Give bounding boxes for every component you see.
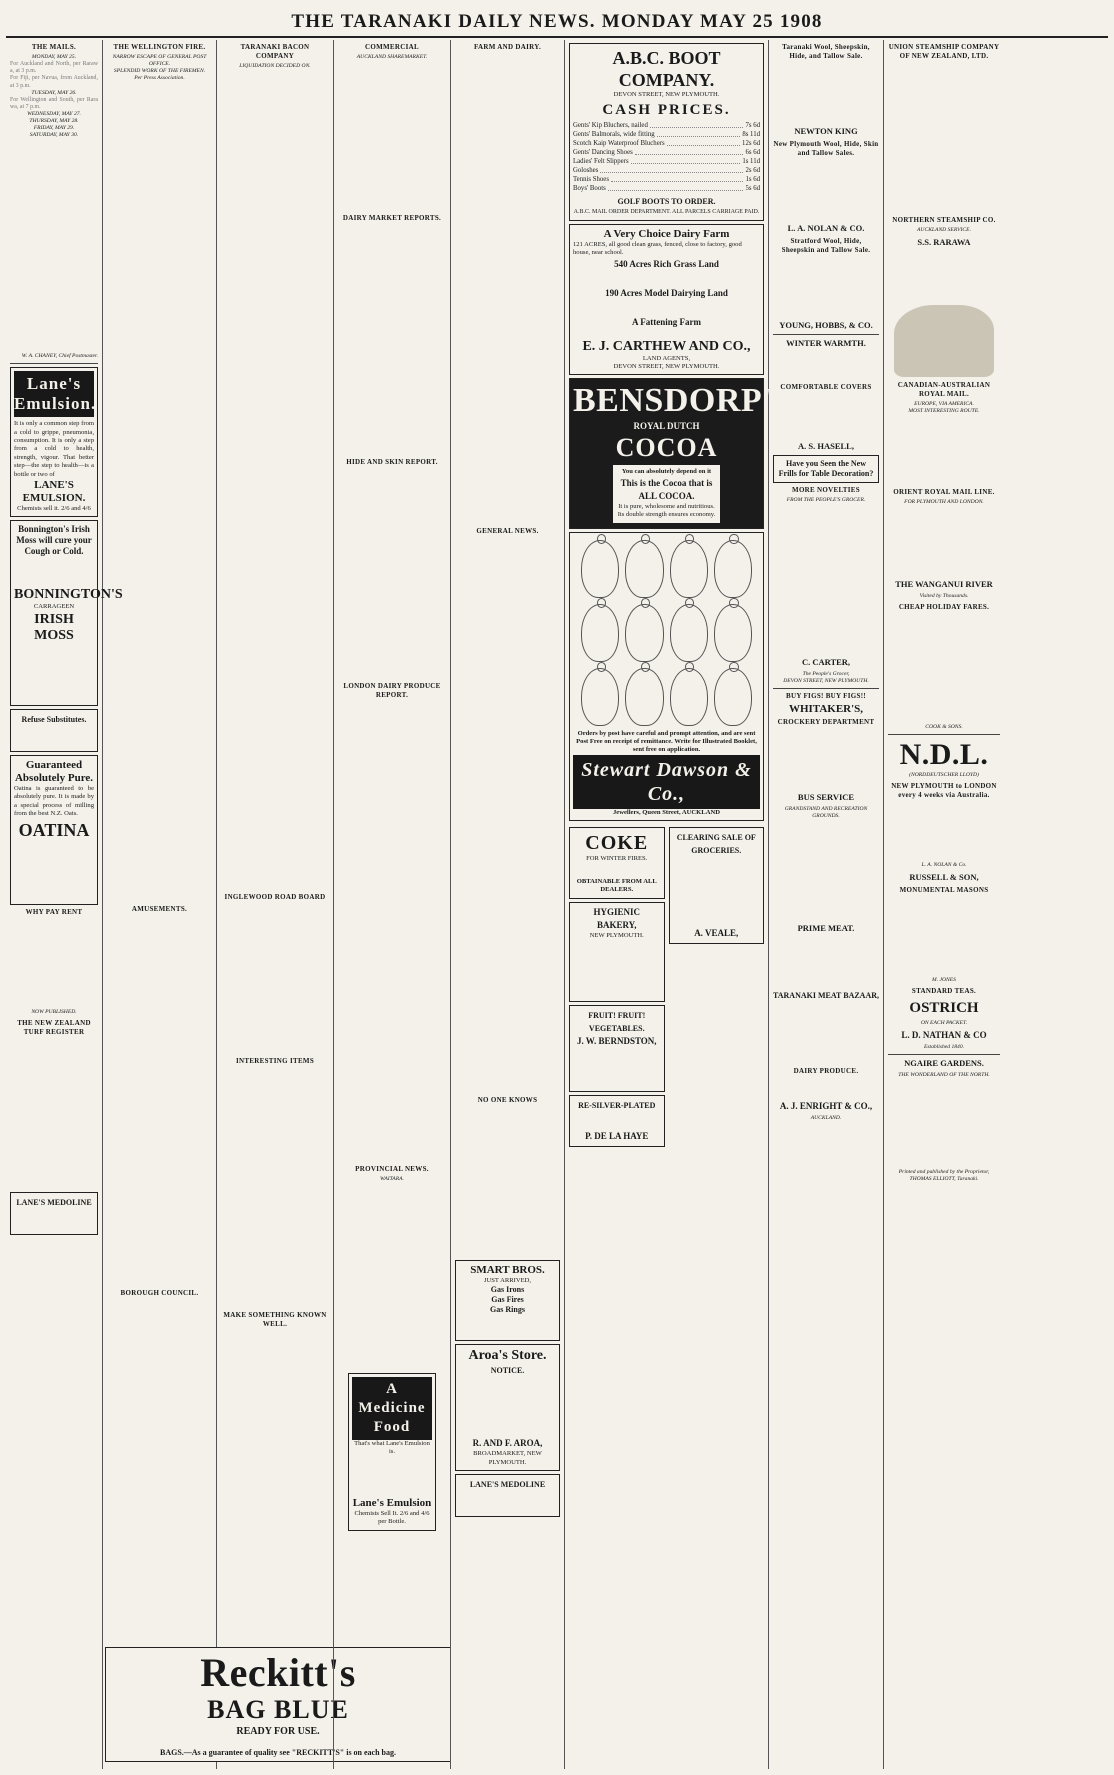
reckitts-bag-blue: BAG BLUE — [207, 1695, 349, 1724]
bonnington-irish-moss: IRISH MOSS — [34, 611, 74, 643]
provincial-news-heading: PROVINCIAL NEWS. — [355, 1165, 429, 1173]
waitara-sub: WAITARA. — [380, 1176, 404, 1182]
prime-meat-heading: PRIME MEAT. — [797, 923, 855, 933]
lanes-emulsion-copy: It is only a common step from a cold to grippe, pneumonia, consumption. It is only a step from a cold to health, strength, vigour. That better step—the step to health—is a bottle or two of — [14, 420, 94, 478]
wellington-fire-sub1: NARROW ESCAPE OF GENERAL POST OFFICE. — [112, 54, 207, 67]
carthew-address: DEVON STREET, NEW PLYMOUTH. — [613, 363, 720, 371]
stewart-dawson-copy: Orders by post have careful and prompt attention, and are sent Post Free on receipt of remittance. Write for Illustrated Booklet, sent free on application. — [576, 729, 757, 754]
stewart-dawson-name: Stewart Dawson & Co., — [573, 755, 760, 809]
cook-sons: COOK & SONS. — [925, 724, 963, 730]
bus-service-heading: BUS SERVICE — [797, 792, 855, 802]
bacon-company-sub: LIQUIDATION DECIDED ON. — [239, 63, 311, 69]
horse-illustration — [894, 305, 994, 377]
locket-image — [581, 540, 619, 598]
veale-name: A. VEALE, — [694, 928, 739, 939]
resilver-title: RE-SILVER-PLATED — [578, 1100, 656, 1110]
locket-image — [581, 668, 619, 726]
medicine-food-sub: That's what Lane's Emulsion is. — [354, 1440, 430, 1456]
orient-royal-mail-heading: ORIENT ROYAL MAIL LINE. — [893, 488, 995, 496]
nolan-agent: L. A. NOLAN & Co. — [921, 862, 967, 868]
nolan-name: L. A. NOLAN & CO. — [787, 223, 865, 233]
dairy-produce-heading: DAIRY PRODUCE. — [793, 1067, 859, 1075]
hasell-name: A. S. HASELL, — [798, 441, 854, 451]
enright-name: A. J. ENRIGHT & CO., — [779, 1101, 873, 1111]
coke-sub: FOR WINTER FIRES. — [586, 855, 648, 863]
boot-price-row: Gents' Kip Bluchers, nailed 7s 6d — [573, 122, 760, 130]
gas-item: Gas Rings — [490, 1305, 525, 1315]
locket-image — [625, 668, 663, 726]
farm-dairy-body — [455, 54, 560, 524]
locket-image — [625, 604, 663, 662]
aroa-store-title: Aroa's Store. — [468, 1348, 547, 1364]
medicine-food-ad — [348, 1373, 436, 1531]
carthew-land-ad — [569, 224, 764, 376]
make-known-heading: MAKE SOMETHING KNOWN WELL. — [223, 1311, 327, 1328]
stratford-heading: Stratford Wool, Hide, Sheepskin and Tallow Sale. — [781, 237, 871, 254]
hygienic-address: NEW PLYMOUTH. — [589, 931, 644, 939]
turf-register-heading: THE NEW ZEALAND TURF REGISTER — [17, 1018, 91, 1036]
frills-title: Have you Seen the New Frills for Table Decoration? — [778, 459, 874, 478]
wanganui-sub: Visited by Thousands. — [919, 593, 969, 599]
london-dairy-body — [338, 702, 446, 1162]
lanes-emulsion-name: LANE'S EMULSION. — [22, 479, 86, 505]
ndl-title: N.D.L. — [899, 738, 989, 771]
mails-body-text — [10, 139, 98, 353]
masthead-title: THE TARANAKI DAILY NEWS. MONDAY MAY 25 1908 — [291, 11, 823, 32]
mails-line: THURSDAY, MAY 28. — [29, 118, 79, 125]
boot-price-row: Boys' Boots 5s 6d — [573, 185, 760, 193]
ngaire-gardens-heading: NGAIRE GARDENS. — [904, 1058, 984, 1068]
oatina-copy: Oatina is guaranteed to be absolutely pure. It is made by a special process of milling from the best N.Z. Oats. — [14, 784, 94, 818]
northern-steamship-heading: NORTHERN STEAMSHIP CO. — [892, 216, 996, 224]
lanes-emulsion-price: Chemists sell it. 2/6 and 4/6 — [17, 505, 91, 513]
locket-image — [670, 540, 708, 598]
smart-bros-name: SMART BROS. — [470, 1264, 545, 1276]
refuse-title: Refuse Substitutes. — [21, 714, 87, 724]
borough-council-body — [107, 1300, 212, 1500]
column-6 — [565, 40, 792, 1769]
ndl-london: NEW PLYMOUTH to LONDON every 4 weeks via Australia. — [891, 782, 997, 799]
column-5 — [451, 40, 565, 1769]
np-wool-heading: New Plymouth Wool, Hide, Skin and Tallow Sales. — [773, 140, 879, 157]
farm-title-1: A Very Choice Dairy Farm — [603, 227, 730, 240]
gas-item: Gas Fires — [491, 1295, 524, 1305]
covers-heading: COMFORTABLE COVERS — [780, 383, 872, 391]
reckitts-ready: READY FOR USE. — [236, 1726, 320, 1737]
abc-mail-order: A.B.C. MAIL ORDER DEPARTMENT. ALL PARCELS CARRIAGE PAID. — [573, 209, 760, 216]
hide-skin-body — [338, 469, 446, 679]
medoline-ad-col5 — [455, 1474, 560, 1517]
nathan-established: Established 1840. — [923, 1044, 965, 1050]
whitakers-name: WHITAKER'S, — [788, 703, 864, 715]
medicine-food-price: Chemists Sell It. 2/6 and 4/6 per Bottle. — [354, 1509, 430, 1526]
carthew-name: E. J. CARTHEW AND CO., — [582, 338, 751, 354]
column-4 — [334, 40, 451, 1769]
farm-title-3: 190 Acres Model Dairying Land — [605, 287, 728, 298]
abc-cash-prices: CASH PRICES. — [602, 102, 731, 119]
novelties-heading: MORE NOVELTIES — [792, 486, 860, 494]
bensdorps-royal: ROYAL DUTCH — [633, 421, 700, 432]
carter-sub: The People's Grocer, — [802, 671, 850, 677]
lanes-emulsion-ad — [10, 367, 98, 517]
winter-warmth-heading: WINTER WARMTH. — [786, 338, 866, 348]
delahaye-name: P. DE LA HAYE — [585, 1130, 649, 1141]
medicine-food-title: A Medicine Food — [352, 1377, 432, 1440]
column-container — [6, 40, 1108, 1769]
refuse-substitutes — [10, 709, 98, 752]
carthew-sub: LAND AGENTS, — [642, 354, 691, 362]
russell-son-name: RUSSELL & SON, — [909, 872, 979, 882]
ostrich-title: OSTRICH — [909, 1000, 979, 1016]
medoline-title: LANE'S MEDOLINE — [16, 1197, 92, 1207]
hygienic-bakery-ad — [569, 902, 665, 1002]
farm-copy-1: 121 ACRES, all good clean grass, fenced, close to factory, good house, near school. — [573, 240, 742, 257]
general-news-body — [455, 538, 560, 1093]
column-1 — [6, 40, 123, 1769]
gas-item: Gas Irons — [490, 1285, 525, 1295]
amusements-body — [107, 916, 212, 1286]
wellington-fire-heading: THE WELLINGTON FIRE. — [113, 43, 206, 51]
interesting-items-body — [221, 1068, 329, 1308]
mails-line: SATURDAY, MAY 30. — [29, 132, 79, 139]
ngaire-gardens-sub: THE WONDERLAND OF THE NORTH. — [898, 1072, 990, 1078]
column-8 — [884, 40, 1004, 1769]
make-known-body — [221, 1331, 329, 1381]
hygienic-name: HYGIENIC BAKERY, — [593, 906, 640, 930]
rarawa-name: S.S. RARAWA — [917, 237, 971, 247]
borough-council-heading: BOROUGH COUNCIL. — [120, 1289, 199, 1297]
peoples-grocer-sub: FROM THE PEOPLE'S GROCER. — [786, 497, 866, 503]
crockery-heading: CROCKERY DEPARTMENT — [777, 718, 875, 726]
boot-price-row: Scotch Kaip Waterproof Bluchers 12s 6d — [573, 140, 760, 148]
resilver-ad — [569, 1095, 665, 1147]
cheap-fares-heading: CHEAP HOLIDAY FARES. — [898, 603, 990, 611]
locket-image — [581, 604, 619, 662]
mails-line: For Wellington and South, per Rarawa, at 7 p.m. — [10, 96, 98, 111]
medoline-ad-col1 — [10, 1192, 98, 1235]
wellington-fire-sub2: SPLENDID WORK OF THE FIREMEN. — [113, 68, 206, 74]
locket-image — [625, 540, 663, 598]
provincial-news-body — [338, 1183, 446, 1373]
masthead — [6, 8, 1108, 38]
fruit-title: FRUIT! FRUIT! VEGETABLES. — [588, 1010, 646, 1033]
monumental-heading: MONUMENTAL MASONS — [899, 886, 989, 894]
figs-heading: BUY FIGS! BUY FIGS!! — [786, 692, 866, 700]
bonnington-ad — [10, 520, 123, 705]
bacon-company-body — [221, 70, 329, 890]
dairy-reports-body — [338, 225, 446, 455]
farm-dairy-heading: FARM AND DAIRY. — [473, 43, 542, 51]
bus-service-sub: GRANDSTAND AND RECREATION GROUNDS. — [784, 806, 868, 819]
cocoa-copy-1: You can absolutely depend on it — [621, 468, 712, 476]
ndl-sub: (NORDDEUTSCHER LLOYD) — [909, 772, 979, 778]
boot-price-row: Ladies' Felt Slippers 1s 11d — [573, 158, 760, 166]
mails-line: MONDAY, MAY 25. — [31, 54, 77, 60]
column-7 — [769, 40, 884, 1769]
interesting-route: MOST INTERESTING ROUTE. — [908, 408, 980, 414]
meat-bazaar-name: TARANAKI MEAT BAZAAR, — [773, 991, 880, 1000]
mails-line: TUESDAY, MAY 26. — [31, 89, 77, 96]
bottom-ads-row — [569, 824, 764, 1150]
medicine-food-name: Lane's Emulsion — [352, 1496, 432, 1509]
wellington-fire-byline: Per Press Association. — [134, 75, 185, 81]
coke-availability: OBTAINABLE FROM ALL DEALERS. — [576, 877, 657, 894]
nathan-name: L. D. NATHAN & CO — [901, 1030, 987, 1040]
bensdorps-cocoa-ad — [569, 378, 792, 528]
cocoa-copy-2: This is the Cocoa that is ALL COCOA. — [620, 477, 713, 501]
locket-image — [670, 604, 708, 662]
oatina-guarantee: Guaranteed Absolutely Pure. — [14, 758, 94, 784]
aroa-notice: NOTICE. — [490, 1366, 525, 1376]
mails-line: For Auckland and North, per Rarawa, at 3 p.m. — [10, 61, 98, 75]
bensdorps-cocoa: COCOA — [615, 433, 718, 463]
locket-image — [670, 668, 708, 726]
rent-heading: WHY PAY RENT — [25, 907, 83, 916]
sharemarket-body — [338, 61, 446, 211]
bensdorps-name: BENSDORP'S — [573, 382, 792, 420]
commercial-heading: COMMERCIAL — [365, 43, 419, 51]
general-news-heading: GENERAL NEWS. — [476, 527, 539, 535]
printer-imprint: Printed and published by the Proprietor, THOMAS ELLIOTT, Taranaki. — [898, 1169, 990, 1182]
dairy-reports-heading: DAIRY MARKET REPORTS. — [342, 214, 442, 222]
farm-title-4: A Fattening Farm — [632, 316, 701, 327]
smart-bros-ad — [455, 1260, 560, 1341]
mails-heading: THE MAILS. — [31, 43, 77, 51]
amusements-heading: AMUSEMENTS. — [131, 905, 188, 913]
stewart-dawson-ad — [569, 532, 764, 822]
now-published: NOW PUBLISHED. — [31, 1008, 77, 1015]
abc-boot-address: DEVON STREET, NEW PLYMOUTH. — [613, 91, 720, 98]
no-one-knows-body — [455, 1107, 560, 1257]
hide-skin-heading: HIDE AND SKIN REPORT. — [346, 458, 438, 466]
boot-price-row: Tennis Shoes 1s 6d — [573, 176, 760, 184]
wool-sale-heading: Taranaki Wool, Sheepskin, Hide, and Tallow Sale. — [782, 43, 870, 60]
sharemarket-sub: AUCKLAND SHAREMARKET. — [356, 54, 428, 60]
enright-auckland: AUCKLAND. — [810, 1115, 842, 1121]
berndston-ad — [569, 1005, 665, 1092]
abc-boot-name: A.B.C. BOOT COMPANY. — [612, 48, 721, 90]
locket-image — [714, 604, 752, 662]
reckitts-name: Reckitt's — [200, 1650, 356, 1695]
plymouth-london-sub: FOR PLYMOUTH AND LONDON. — [904, 499, 984, 505]
lanes-emulsion-title: Lane's Emulsion. — [14, 371, 94, 417]
canadian-australian-heading: CANADIAN-AUSTRALIAN ROYAL MAIL. — [897, 381, 991, 398]
mails-line: For Fiji, per Navua, from Auckland, at 3 p.m. — [10, 75, 98, 89]
boot-price-list — [573, 121, 760, 193]
mails-line: FRIDAY, MAY 29. — [33, 125, 75, 132]
mails-list — [10, 54, 98, 139]
locket-image — [714, 540, 752, 598]
jones-name: M. JONES — [932, 977, 956, 983]
coke-ad — [569, 827, 665, 898]
young-hobbs-name: YOUNG, HOBBS, & CO. — [779, 320, 873, 330]
cocoa-copy-3: It is pure, wholesome and nutritious. Its double strength ensures economy. — [617, 502, 716, 519]
abc-golf-boots: GOLF BOOTS TO ORDER. — [617, 197, 716, 207]
jewellery-illustrations — [573, 536, 760, 730]
boot-price-row: Gents' Balmorals, wide fitting 8s 11d — [573, 131, 760, 139]
union-steamship-heading: UNION STEAMSHIP COMPANY OF NEW ZEALAND, LTD. — [888, 43, 1000, 60]
reckitts-guarantee: BAGS.—As a guarantee of quality see "RECKITT'S" is on each bag. — [159, 1748, 396, 1757]
clearing-title: CLEARING SALE OF GROCERIES. — [676, 833, 756, 856]
aroa-store-ad — [455, 1344, 560, 1471]
auckland-service-sub: AUCKLAND SERVICE. — [917, 227, 971, 233]
farm-title-2: 540 Acres Rich Grass Land — [614, 258, 719, 269]
clearing-sale-ad — [669, 827, 765, 944]
london-dairy-heading: LONDON DAIRY PRODUCE REPORT. — [343, 682, 441, 699]
bonnington-name: BONNINGTON'S — [14, 587, 123, 603]
medoline-title: LANE'S MEDOLINE — [469, 1480, 546, 1490]
wellington-fire-body — [107, 82, 212, 902]
bonnington-title: Bonnington's Irish Moss will cure your Cough or Cold. — [16, 524, 92, 557]
coke-title: COKE — [585, 832, 649, 855]
europe-sub: EUROPE, VIA AMERICA. — [914, 401, 974, 407]
berndston-name: J. W. BERNDSTON, — [576, 1035, 657, 1046]
no-one-knows-heading: NO ONE KNOWS — [477, 1096, 538, 1104]
locket-image — [714, 668, 752, 726]
oatina-ad — [10, 755, 98, 905]
mails-line: WEDNESDAY, MAY 27. — [27, 111, 81, 118]
bacon-company-heading: TARANAKI BACON COMPANY — [240, 43, 310, 60]
oatina-name: OATINA — [18, 819, 90, 840]
smart-bros-arrived: JUST ARRIVED, — [483, 1277, 532, 1284]
bonnington-sub: CARRAGEEN — [33, 603, 75, 611]
column-3 — [217, 40, 334, 1769]
carter-name: C. CARTER, — [801, 657, 851, 667]
standard-teas: STANDARD TEAS. — [911, 987, 977, 995]
aroa-address: BROADMARKET, NEW PLYMOUTH. — [473, 1450, 542, 1466]
aroa-name: R. AND F. AROA, — [472, 1438, 543, 1449]
newton-king-name: NEWTON KING — [794, 126, 858, 136]
interesting-items-heading: INTERESTING ITEMS — [235, 1057, 315, 1065]
abc-boot-ad — [569, 43, 764, 221]
stewart-dawson-sub: Jewellers, Queen Street, AUCKLAND — [612, 808, 720, 816]
wanganui-river-heading: THE WANGANUI RIVER — [895, 579, 993, 589]
boot-price-row: Goloshes 2s 6d — [573, 167, 760, 175]
ostrich-sub: ON EACH PACKET. — [920, 1020, 968, 1026]
carter-address: DEVON STREET, NEW PLYMOUTH. — [783, 678, 869, 684]
postmaster-signature: W. A. CHANEY, Chief Postmaster. — [21, 353, 98, 360]
frills-ad — [773, 455, 879, 483]
boot-price-row: Gents' Dancing Shoes 6s 6d — [573, 149, 760, 157]
road-board-body — [221, 904, 329, 1054]
road-board-heading: INGLEWOOD ROAD BOARD — [224, 893, 326, 901]
